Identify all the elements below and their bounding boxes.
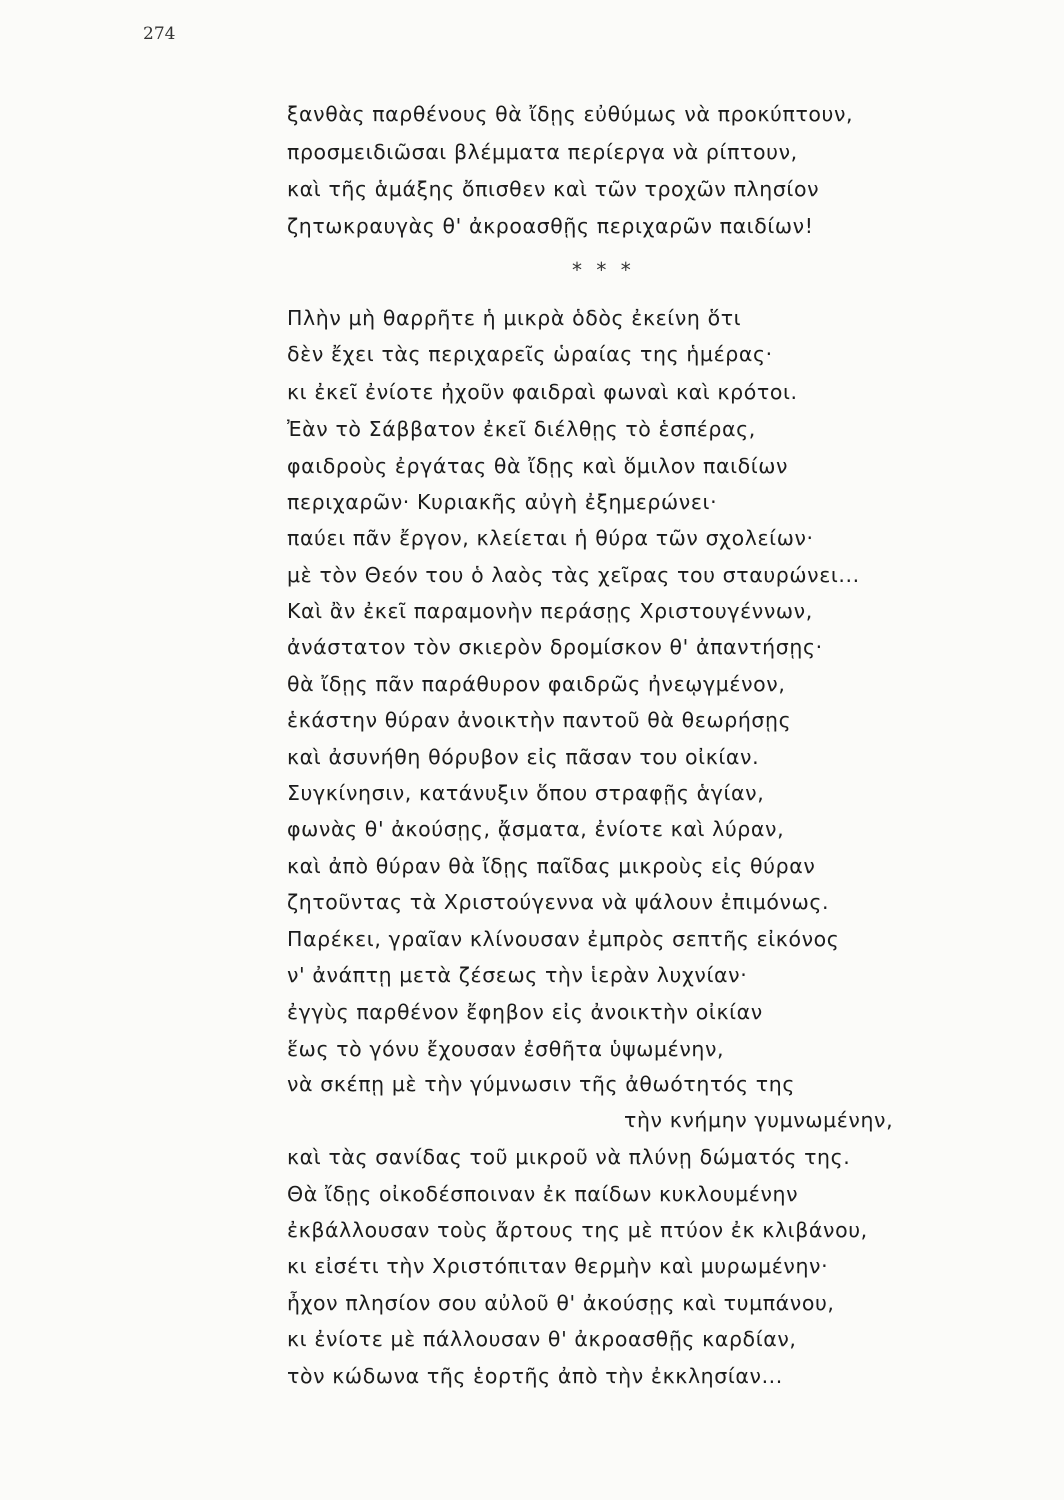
poem-line: κι ἐκεῖ ἐνίοτε ἠχοῦν φαιδραὶ φωναὶ καὶ κρότοι. bbox=[287, 380, 798, 404]
poem-line: ζητωκραυγὰς θ' ἀκροασθῇς περιχαρῶν παιδίων! bbox=[287, 214, 814, 238]
poem-line: τὴν κνήμην γυμνωμένην, bbox=[624, 1108, 894, 1132]
poem-line: δὲν ἔχει τὰς περιχαρεῖς ὡραίας της ἡμέρας· bbox=[287, 342, 773, 366]
poem-line: καὶ ἀσυνήθη θόρυβον εἰς πᾶσαν του οἰκίαν. bbox=[287, 745, 760, 769]
poem-line: Πλὴν μὴ θαρρῆτε ἡ μικρὰ ὁδὸς ἐκείνη ὅτι bbox=[287, 306, 742, 330]
poem-line: παύει πᾶν ἔργον, κλείεται ἡ θύρα τῶν σχολείων· bbox=[287, 526, 814, 550]
poem-line: ἑκάστην θύραν ἀνοικτὴν παντοῦ θὰ θεωρήσῃς bbox=[287, 708, 792, 732]
poem-line: ἕως τὸ γόνυ ἔχουσαν ἐσθῆτα ὑψωμένην, bbox=[287, 1037, 725, 1061]
poem-line: ξανθὰς παρθένους θὰ ἴδῃς εὐθύμως νὰ προκύπτουν, bbox=[287, 102, 854, 126]
poem-line: ἦχον πλησίον σου αὐλοῦ θ' ἀκούσῃς καὶ τυμπάνου, bbox=[287, 1291, 835, 1315]
poem-line: κι εἰσέτι τὴν Χριστόπιταν θερμὴν καὶ μυρωμένην· bbox=[287, 1254, 829, 1278]
poem-line: φωνὰς θ' ἀκούσῃς, ᾄσματα, ἐνίοτε καὶ λύραν, bbox=[287, 817, 785, 841]
poem-line: τὸν κώδωνα τῆς ἑορτῆς ἀπὸ τὴν ἐκκλησίαν... bbox=[287, 1364, 783, 1388]
poem-line: Ἐὰν τὸ Σάββατον ἐκεῖ διέλθῃς τὸ ἑσπέρας, bbox=[287, 417, 756, 441]
poem-line: προσμειδιῶσαι βλέμματα περίεργα νὰ ρίπτουν, bbox=[287, 140, 798, 164]
poem-line: Θὰ ἴδῃς οἰκοδέσποιναν ἐκ παίδων κυκλουμένην bbox=[287, 1182, 799, 1206]
poem-line: Καὶ ἂν ἐκεῖ παραμονὴν περάσῃς Χριστουγέννων, bbox=[287, 599, 813, 623]
poem-line: καὶ τῆς ἁμάξης ὄπισθεν καὶ τῶν τροχῶν πλησίον bbox=[287, 177, 820, 201]
page-number: 274 bbox=[143, 24, 176, 44]
section-separator: * * * bbox=[572, 258, 635, 282]
poem-line: Συγκίνησιν, κατάνυξιν ὅπου στραφῇς ἁγίαν, bbox=[287, 781, 765, 805]
poem-line: θὰ ἴδῃς πᾶν παράθυρον φαιδρῶς ἠνεῳγμένον, bbox=[287, 672, 786, 696]
poem-line: ἀνάστατον τὸν σκιερὸν δρομίσκον θ' ἀπαντήσῃς· bbox=[287, 635, 823, 659]
poem-line: ν' ἀνάπτῃ μετὰ ζέσεως τὴν ἱερὰν λυχνίαν· bbox=[287, 963, 748, 987]
poem-line: ἐκβάλλουσαν τοὺς ἄρτους της μὲ πτύον ἐκ κλιβάνου, bbox=[287, 1218, 868, 1242]
poem-line: καὶ ἀπὸ θύραν θὰ ἴδῃς παῖδας μικροὺς εἰς θύραν bbox=[287, 854, 816, 878]
poem-line: φαιδροὺς ἐργάτας θὰ ἴδῃς καὶ ὅμιλον παιδίων bbox=[287, 454, 789, 478]
poem-line: νὰ σκέπῃ μὲ τὴν γύμνωσιν τῆς ἀθωότητός της bbox=[287, 1072, 795, 1096]
poem-line: ζητοῦντας τὰ Χριστούγεννα νὰ ψάλουν ἐπιμόνως. bbox=[287, 890, 830, 914]
poem-line: Παρέκει, γραῖαν κλίνουσαν ἐμπρὸς σεπτῆς εἰκόνος bbox=[287, 927, 840, 951]
poem-line: περιχαρῶν· Κυριακῆς αὐγὴ ἐξημερώνει· bbox=[287, 490, 718, 514]
poem-line: καὶ τὰς σανίδας τοῦ μικροῦ νὰ πλύνῃ δώματός της. bbox=[287, 1145, 851, 1169]
poem-line: κι ἐνίοτε μὲ πάλλουσαν θ' ἀκροασθῇς καρδίαν, bbox=[287, 1327, 797, 1351]
poem-line: ἐγγὺς παρθένον ἔφηβον εἰς ἀνοικτὴν οἰκίαν bbox=[287, 1000, 763, 1024]
poem-line: μὲ τὸν Θεόν του ὁ λαὸς τὰς χεῖρας του σταυρώνει... bbox=[287, 563, 860, 587]
